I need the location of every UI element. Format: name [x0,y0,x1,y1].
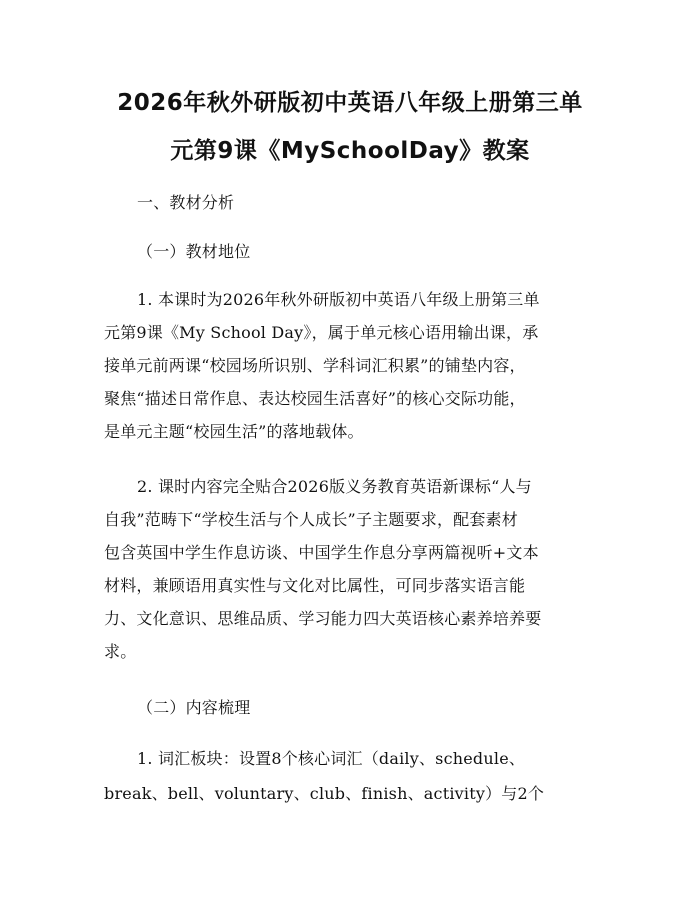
paragraph-1-line-4: 聚焦“描述日常作息、表达校园生活喜好”的核心交际功能， [104,389,526,408]
document-title-line-2: 元第9课《MySchoolDay》教案 [170,138,530,164]
paragraph-1-line-3: 接单元前两课“校园场所识别、学科词汇积累”的铺垫内容， [104,356,526,375]
paragraph-2-line-4: 材料，兼顾语用真实性与文化对比属性，可同步落实语言能 [104,576,526,595]
paragraph-2-line-3: 包含英国中学生作息访谈、中国学生作息分享两篇视听+文本 [104,543,539,562]
paragraph-2-line-6: 求。 [104,642,137,661]
subsection-heading-position: （一）教材地位 [137,242,251,261]
paragraph-1-line-1: 1. 本课时为2026年秋外研版初中英语八年级上册第三单 [137,290,540,309]
paragraph-1-line-5: 是单元主题“校园生活”的落地载体。 [104,422,364,441]
paragraph-2-line-5: 力、文化意识、思维品质、学习能力四大英语核心素养培养要 [104,609,542,628]
section-heading-materials-analysis: 一、教材分析 [137,193,235,212]
paragraph-1-line-2: 元第9课《My School Day》，属于单元核心语用输出课，承 [104,323,539,342]
paragraph-2-line-1: 2. 课时内容完全贴合2026版义务教育英语新课标“人与 [137,477,532,496]
subsection-heading-content-overview: （二）内容梳理 [137,698,251,717]
document-title-line-1: 2026年秋外研版初中英语八年级上册第三单 [117,90,583,116]
paragraph-3-line-1: 1. 词汇板块：设置8个核心词汇（daily、schedule、 [137,749,526,768]
paragraph-2-line-2: 自我”范畴下“学校生活与个人成长”子主题要求，配套素材 [104,510,518,529]
paragraph-3-line-2: break、bell、voluntary、club、finish、activity）与2个 [104,784,545,803]
